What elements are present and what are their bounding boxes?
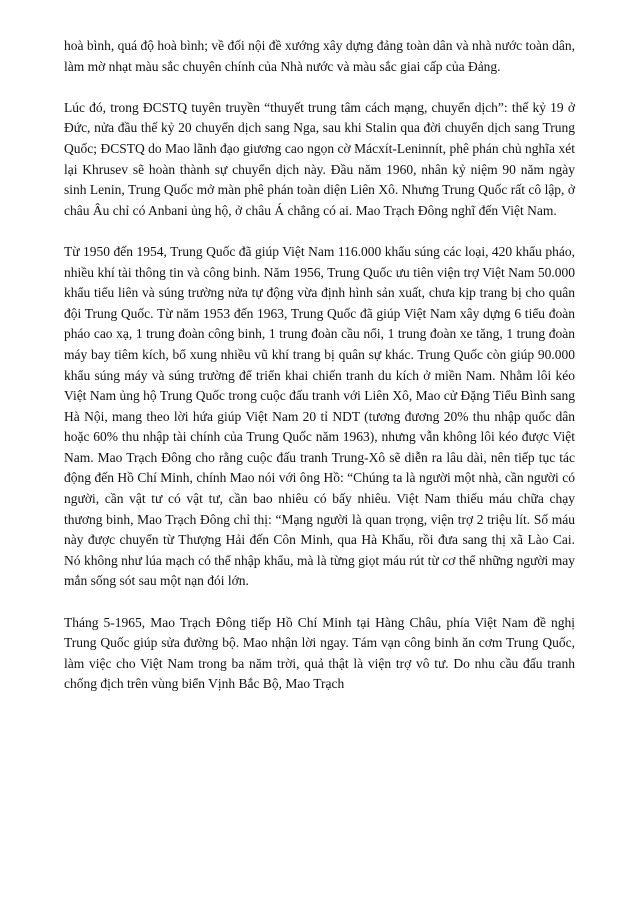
paragraph-1: hoà bình, quá độ hoà bình; về đối nội đề xướng xây dựng đảng toàn dân và nhà nước toàn dân, làm mờ nhạt màu sắc chuyên chính của Nhà nước và màu sắc giai cấp của Đảng. bbox=[64, 38, 575, 74]
document-page bbox=[64, 36, 575, 695]
paragraph-3: Từ 1950 đến 1954, Trung Quốc đã giúp Việt Nam 116.000 khẩu súng các loại, 420 khẩu pháo, nhiều khí tài thông tin và công binh. Năm 1956, Trung Quốc ưu tiên viện trợ Việt Nam 50.000 khẩu tiểu liên và súng trường nửa tự động vừa định hình sản xuất, chưa kịp trang bị cho quân đội Trung Quốc. Từ năm 1953 đến 1963, Trung Quốc đã giúp Việt Nam xây dựng 6 tiểu đoàn pháo cao xạ, 1 trung đoàn công binh, 1 trung đoàn cầu nổi, 1 trung đoàn xe tăng, 1 trung đoàn máy bay tiêm kích, bổ xung nhiều vũ khí trang bị quân sự khác. Trung Quốc còn giúp 90.000 khẩu súng máy và súng trường để triển khai chiến tranh du kích ở miền Nam. Nhằm lôi kéo Việt Nam ủng hộ Trung Quốc trong cuộc đấu tranh với Liên Xô, Mao cử Đặng Tiểu Bình sang Hà Nội, mang theo lời hứa giúp Việt Nam 20 tỉ NDT (tương đương 20% thu nhập quốc dân hoặc 60% thu nhập tài chính của Trung Quốc năm 1963), nhưng vẫn không lôi kéo được Việt Nam. Mao Trạch Đông cho rằng cuộc đấu tranh Trung-Xô sẽ diễn ra lâu dài, nên tiếp tục tác động đến Hồ Chí Minh, chính Mao nói với ông Hồ: “Chúng ta là người một nhà, cần người có người, cần vật tư có vật tư, cần bao nhiêu có bấy nhiêu. Việt Nam thiếu máu chữa chạy thương binh, Mao Trạch Đông chỉ thị: “Mạng người là quan trọng, viện trợ 2 triệu lít. Số máu này được chuyển từ Thượng Hải đến Côn Minh, qua Hà Khẩu, rồi đưa sang thị xã Lào Cai. Nó không như lúa mạch có thể nhập khẩu, mà là từng giọt máu rút từ cơ thể những người may mắn sống sót sau một nạn đói lớn. bbox=[64, 243, 575, 589]
paragraph-4: Tháng 5-1965, Mao Trạch Đông tiếp Hồ Chí Minh tại Hàng Châu, phía Việt Nam đề nghị Trung Quốc giúp sửa đường bộ. Mao nhận lời ngay. Tám vạn công binh ăn cơm Trung Quốc, làm việc cho Việt Nam trong ba năm trời, quả thật là viện trợ vô tư. Do nhu cầu đấu tranh chống địch trên vùng biển Vịnh Bắc Bộ, Mao Trạch bbox=[64, 614, 575, 692]
paragraph-2: Lúc đó, trong ĐCSTQ tuyên truyền “thuyết trung tâm cách mạng, chuyển dịch”: thế kỷ 19 ở Đức, nửa đầu thế kỷ 20 chuyển dịch sang Nga, sau khi Stalin qua đời chuyển dịch sang Trung Quốc; ĐCSTQ do Mao lãnh đạo giương cao ngọn cờ Mácxít-Leninnít, phê phán chủ nghĩa xét lại Khrusev sẽ hoàn thành sự chuyển dịch này. Đầu năm 1960, nhân kỷ niệm 90 năm ngày sinh Lenin, Trung Quốc mở màn phê phán toàn diện Liên Xô. Nhưng Trung Quốc rất cô lập, ở châu Âu chỉ có Anbani ủng hộ, ở châu Á chẳng có ai. Mao Trạch Đông nghĩ đến Việt Nam. bbox=[64, 99, 575, 218]
